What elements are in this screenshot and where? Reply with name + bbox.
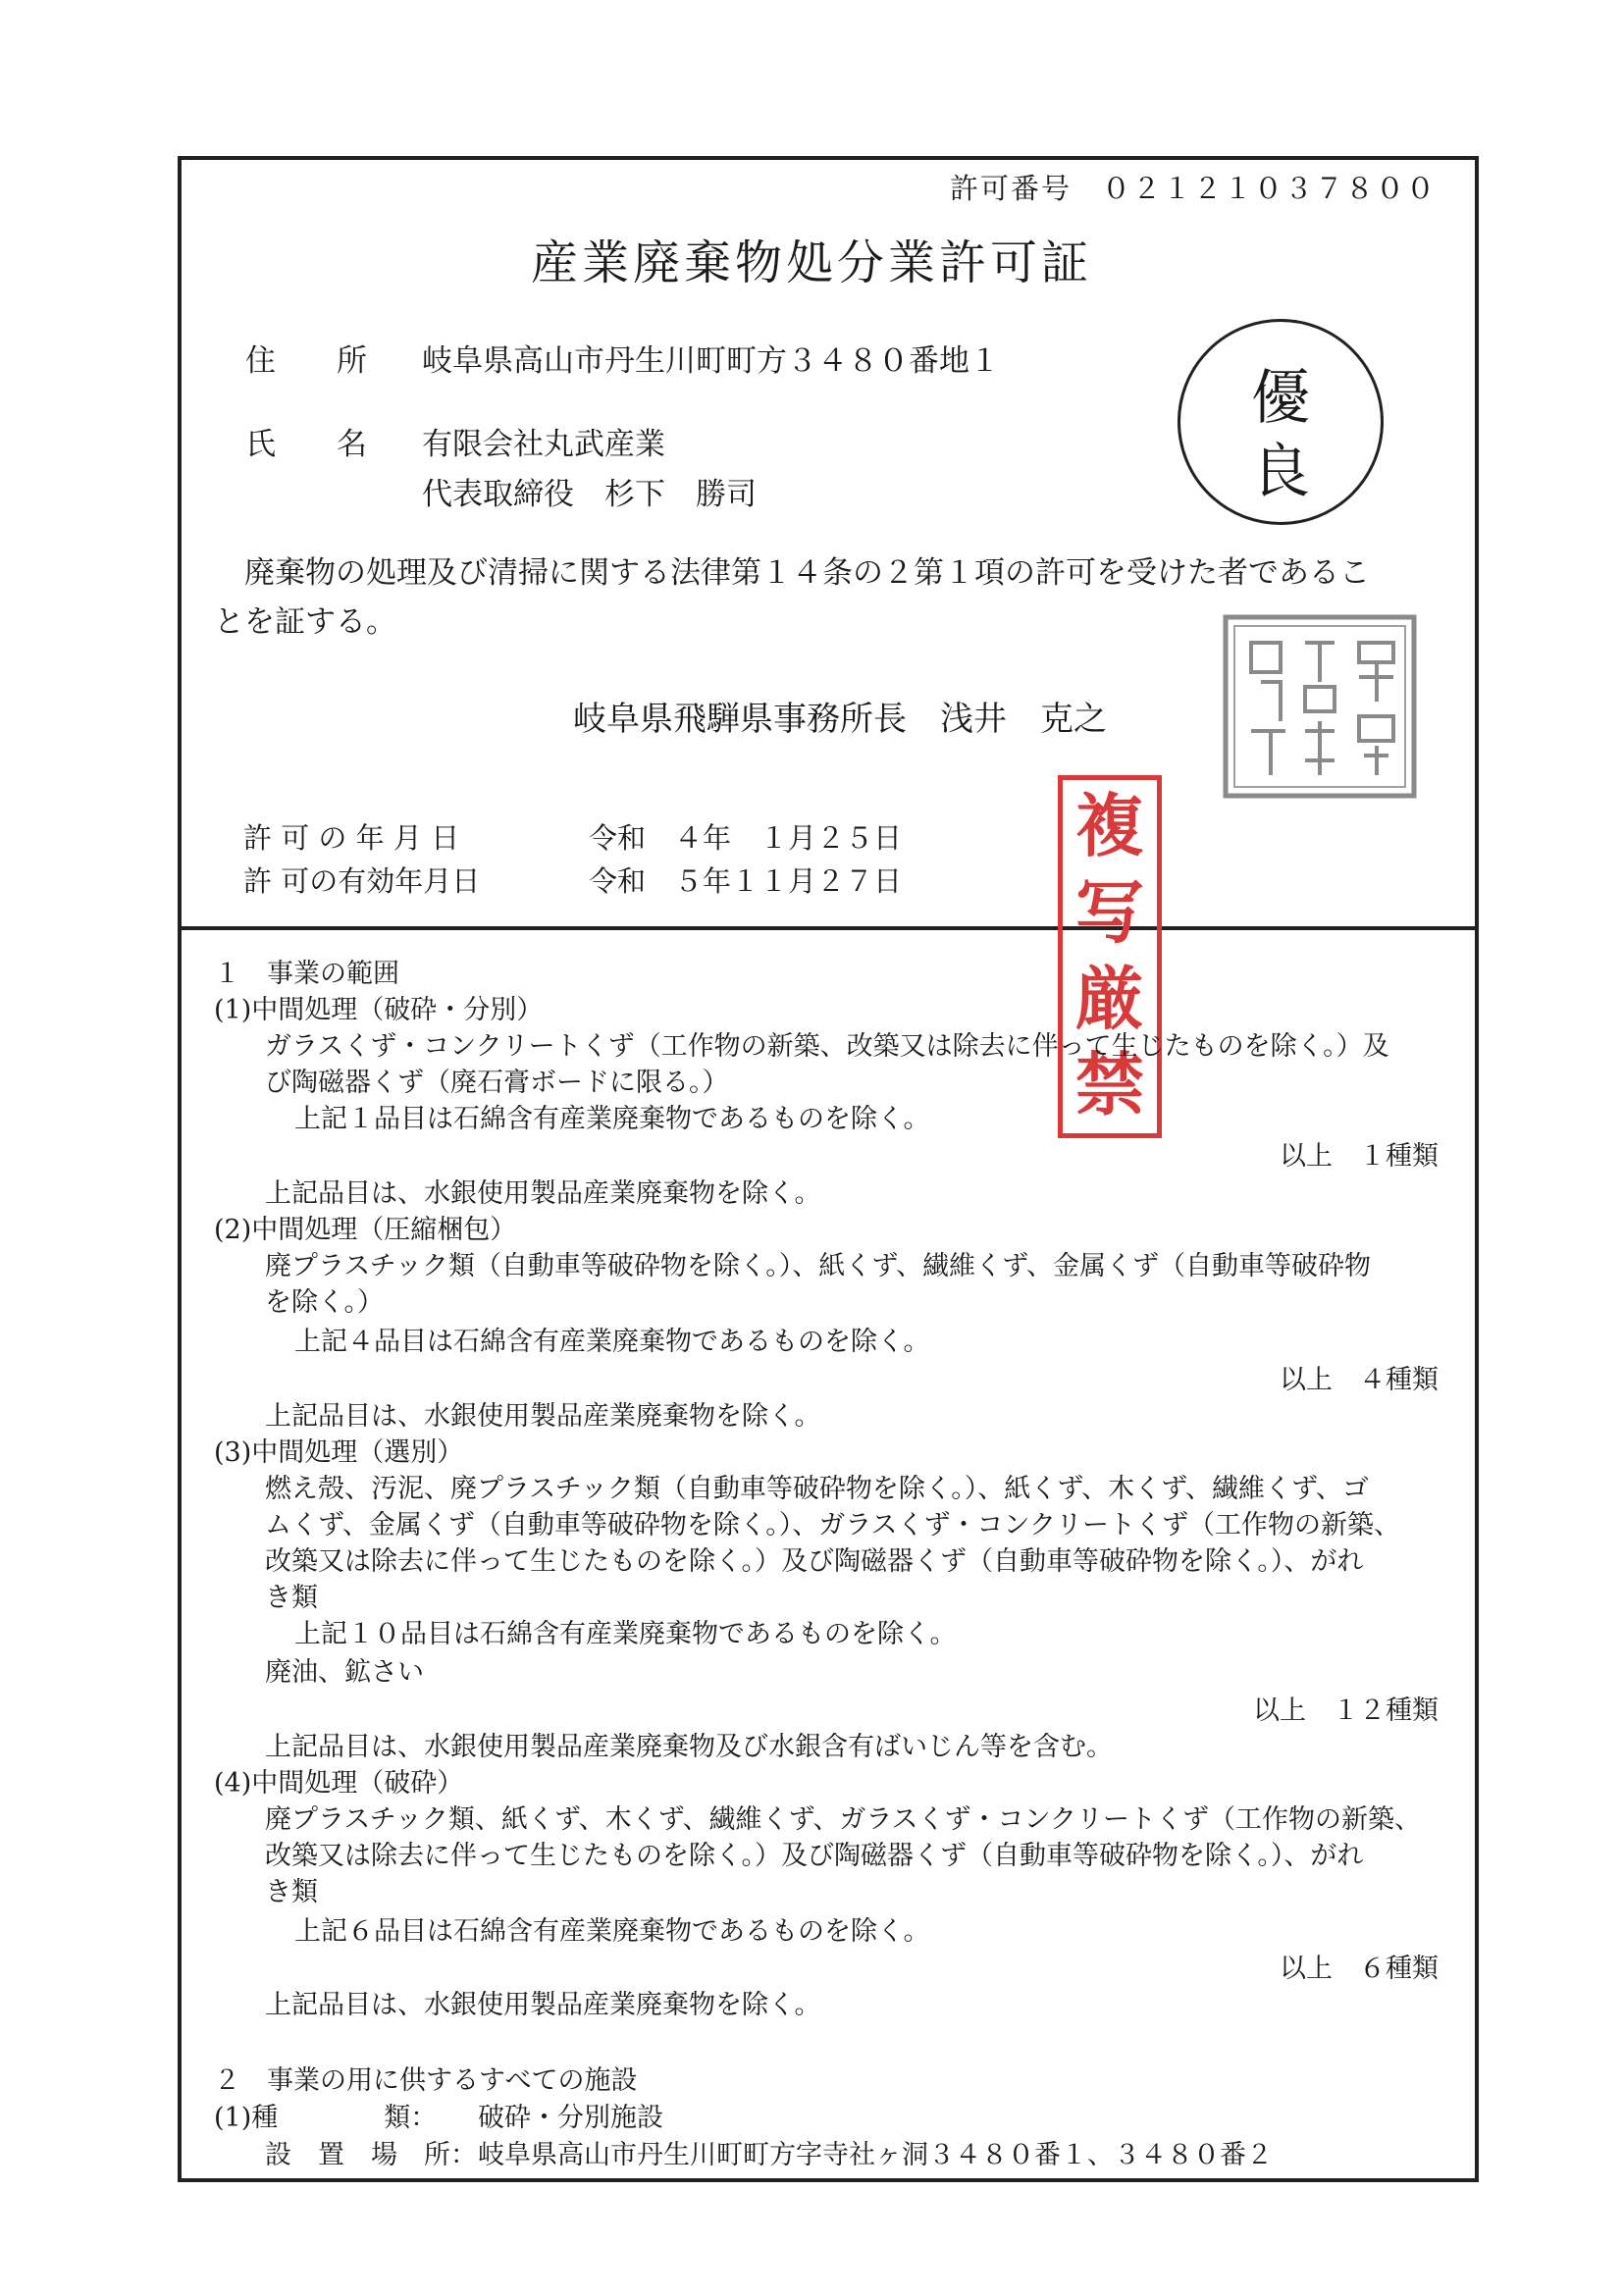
- scope-3-asbestos-note: 上記１０品目は石綿含有産業廃棄物であるものを除く。: [294, 1619, 957, 1649]
- scope-1-heading: (1)中間処理（破砕・分別）: [214, 995, 544, 1025]
- certification-line-1: 廃棄物の処理及び清掃に関する法律第１４条の２第１項の許可を受けた者であるこ: [214, 555, 1370, 591]
- scope-3-line-4: き類: [265, 1583, 318, 1613]
- issuer-name: 岐阜県飛騨県事務所長 浅井 克之: [573, 700, 1107, 739]
- scope-3-heading: (3)中間処理（選別）: [214, 1437, 464, 1468]
- copy-stamp-char-3: 厳: [1075, 958, 1144, 1039]
- scope-4-line-3: き類: [265, 1877, 318, 1907]
- copy-stamp-char-2: 写: [1075, 871, 1144, 953]
- official-seal-stamp: [1222, 613, 1418, 800]
- grade-stamp-char-1: 優: [1251, 364, 1310, 433]
- scope-1-line-2: び陶磁器くず（廃石膏ボードに限る。）: [265, 1068, 729, 1098]
- facilities-heading: ２ 事業の用に供するすべての施設: [214, 2065, 638, 2096]
- representative-name: 代表取締役 杉下 勝司: [422, 477, 757, 512]
- permit-number: 許可番号 ０２１２１０３７８００: [949, 172, 1437, 205]
- section-divider: [178, 926, 1479, 930]
- scope-4-count: 以上 ６種類: [1280, 1954, 1439, 1984]
- scope-1-asbestos-note: 上記１品目は石綿含有産業廃棄物であるものを除く。: [294, 1104, 930, 1134]
- document-title: 産業廃棄物処分業許可証: [530, 235, 1092, 290]
- scope-2-line-1: 廃プラスチック類（自動車等破砕物を除く。）、紙くず、繊維くず、金属くず（自動車等破砕物: [265, 1251, 1371, 1281]
- certification-line-2: とを証する。: [214, 604, 396, 640]
- scope-heading: １ 事業の範囲: [214, 959, 399, 989]
- facility-location-value: 岐阜県高山市丹生川町町方字寺社ヶ洞３４８０番１、３４８０番２: [478, 2140, 1273, 2170]
- grade-stamp: [1178, 319, 1384, 525]
- scope-3-extra-items: 廃油、鉱さい: [265, 1657, 424, 1688]
- scope-3-mercury-note: 上記品目は、水銀使用製品産業廃棄物及び水銀含有ばいじん等を含む。: [265, 1732, 1113, 1762]
- scope-1-mercury-note: 上記品目は、水銀使用製品産業廃棄物を除く。: [265, 1178, 821, 1209]
- scope-4-mercury-note: 上記品目は、水銀使用製品産業廃棄物を除く。: [265, 1990, 821, 2020]
- address-value: 岐阜県高山市丹生川町町方３４８０番地１: [422, 343, 1000, 379]
- permit-date-label: 許 可 の 年 月 日: [243, 821, 460, 855]
- address-label: 住 所: [245, 343, 367, 379]
- scope-4-heading: (4)中間処理（破砕）: [214, 1768, 464, 1799]
- scope-3-line-3: 改築又は除去に伴って生じたものを除く。）及び陶磁器くず（自動車等破砕物を除く。）、がれ: [265, 1546, 1364, 1577]
- scope-3-count: 以上 １２種類: [1253, 1696, 1439, 1726]
- copy-stamp-char-4: 禁: [1075, 1044, 1144, 1125]
- permit-date-value: 令和 ４年 １月２５日: [589, 821, 903, 855]
- copy-stamp-char-1: 複: [1075, 785, 1144, 866]
- scope-4-line-2: 改築又は除去に伴って生じたものを除く。）及び陶磁器くず（自動車等破砕物を除く。）、がれ: [265, 1841, 1364, 1871]
- scope-2-mercury-note: 上記品目は、水銀使用製品産業廃棄物を除く。: [265, 1401, 821, 1432]
- expiry-date-value: 令和 ５年１１月２７日: [589, 864, 903, 898]
- grade-stamp-char-2: 良: [1251, 438, 1310, 506]
- scope-2-heading: (2)中間処理（圧縮梱包）: [214, 1215, 517, 1245]
- facility-type-value: 破砕・分別施設: [478, 2103, 663, 2133]
- facility-location-label: 設 置 場 所：: [265, 2140, 477, 2170]
- copy-prohibited-stamp: [1058, 775, 1162, 1138]
- scope-4-asbestos-note: 上記６品目は石綿含有産業廃棄物であるものを除く。: [294, 1916, 930, 1947]
- facility-type-label: (1)種 類：: [214, 2103, 438, 2133]
- scope-1-count: 以上 １種類: [1280, 1141, 1439, 1172]
- scope-2-line-2: を除く。）: [265, 1287, 384, 1318]
- scope-4-line-1: 廃プラスチック類、紙くず、木くず、繊維くず、ガラスくず・コンクリートくず（工作物の新築、: [265, 1804, 1422, 1835]
- expiry-date-label: 許 可の有効年月日: [243, 864, 481, 898]
- scope-1-line-1: ガラスくず・コンクリートくず（工作物の新築、改築又は除去に伴って生じたものを除く。）及: [265, 1031, 1389, 1062]
- scope-3-line-2: ムくず、金属くず（自動車等破砕物を除く。）、ガラスくず・コンクリートくず（工作物の新築、: [265, 1510, 1400, 1540]
- scope-2-count: 以上 ４種類: [1280, 1365, 1439, 1395]
- scope-3-line-1: 燃え殻、汚泥、廃プラスチック類（自動車等破砕物を除く。）、紙くず、木くず、繊維くず、ゴ: [265, 1474, 1369, 1504]
- name-label: 氏 名: [245, 427, 367, 462]
- scope-2-asbestos-note: 上記４品目は石綿含有産業廃棄物であるものを除く。: [294, 1327, 930, 1357]
- company-name: 有限会社丸武産業: [422, 427, 665, 462]
